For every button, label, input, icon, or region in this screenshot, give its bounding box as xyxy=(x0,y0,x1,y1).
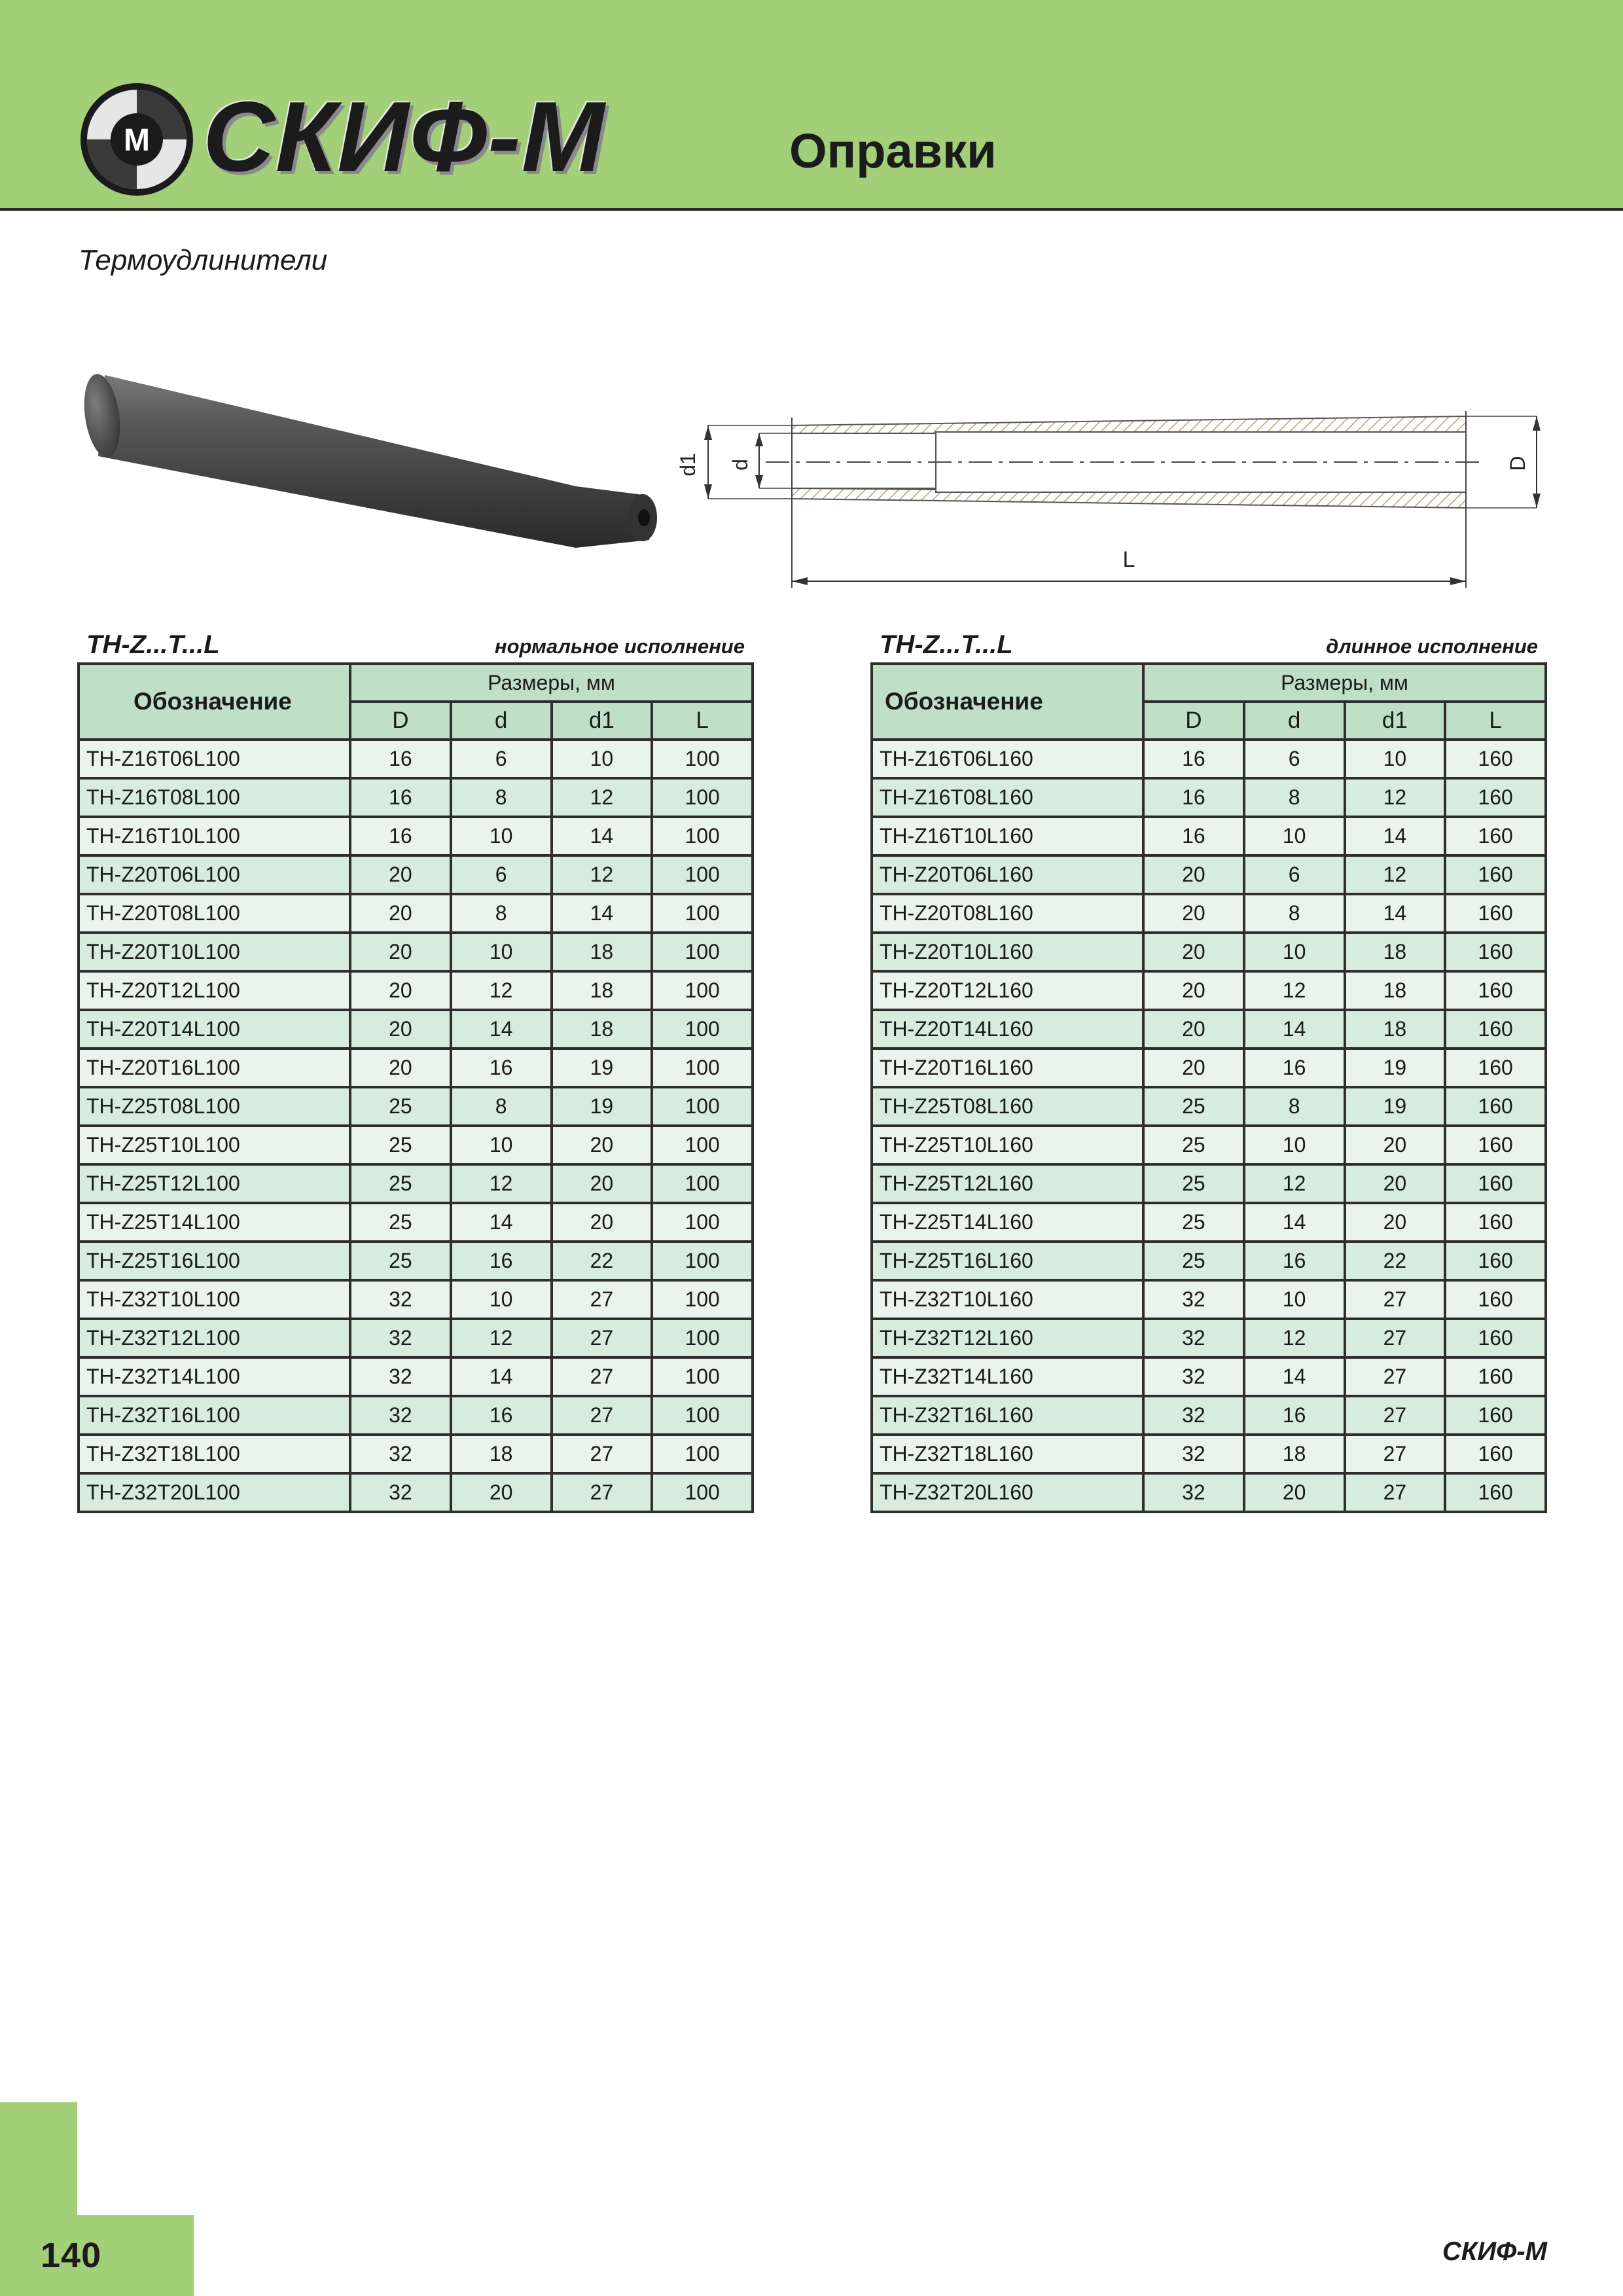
cell-d: 8 xyxy=(1244,1087,1345,1126)
cell-D: 32 xyxy=(1143,1357,1244,1396)
cell-L: 100 xyxy=(652,855,753,894)
cell-designation: TH-Z20T12L100 xyxy=(79,971,350,1010)
cell-D: 20 xyxy=(1143,894,1244,933)
cell-L: 100 xyxy=(652,971,753,1010)
table-body xyxy=(872,740,1546,1512)
cell-d1: 18 xyxy=(552,933,652,971)
column-header-d1: d1 xyxy=(1345,702,1446,740)
cell-L: 160 xyxy=(1445,933,1546,971)
table-row xyxy=(872,1203,1546,1242)
cell-D: 25 xyxy=(350,1087,451,1126)
cell-designation: TH-Z20T10L160 xyxy=(872,933,1143,971)
cell-designation: TH-Z25T10L100 xyxy=(79,1126,350,1164)
cell-designation: TH-Z32T14L100 xyxy=(79,1357,350,1396)
column-header-designation: Обозначение xyxy=(872,664,1143,740)
cell-D: 25 xyxy=(1143,1242,1244,1280)
page-title: Оправки xyxy=(789,124,997,178)
cell-d1: 27 xyxy=(552,1435,652,1473)
cell-d: 6 xyxy=(1244,855,1345,894)
cell-d1: 27 xyxy=(552,1357,652,1396)
cell-D: 20 xyxy=(1143,1049,1244,1087)
cell-d: 14 xyxy=(451,1010,552,1049)
cell-D: 25 xyxy=(350,1126,451,1164)
cell-designation: TH-Z25T12L100 xyxy=(79,1164,350,1203)
cell-D: 32 xyxy=(1143,1435,1244,1473)
dim-label-d: d xyxy=(728,459,752,471)
cell-d1: 20 xyxy=(552,1203,652,1242)
cell-designation: TH-Z25T14L160 xyxy=(872,1203,1143,1242)
table-row xyxy=(872,1396,1546,1435)
cell-d: 14 xyxy=(1244,1357,1345,1396)
dim-label-D: D xyxy=(1506,456,1529,471)
cell-D: 25 xyxy=(350,1164,451,1203)
cell-d: 8 xyxy=(1244,894,1345,933)
cell-d: 14 xyxy=(1244,1203,1345,1242)
cell-d: 10 xyxy=(1244,1126,1345,1164)
table-normal-block xyxy=(77,627,751,1513)
cell-d: 10 xyxy=(1244,1280,1345,1319)
cell-d1: 20 xyxy=(1345,1126,1446,1164)
table-row xyxy=(79,817,753,855)
cell-d: 16 xyxy=(451,1396,552,1435)
cell-D: 32 xyxy=(1143,1280,1244,1319)
cell-d1: 27 xyxy=(1345,1396,1446,1435)
table-row xyxy=(79,1126,753,1164)
cell-L: 100 xyxy=(652,778,753,817)
cell-designation: TH-Z25T16L160 xyxy=(872,1242,1143,1280)
cell-L: 100 xyxy=(652,933,753,971)
cell-d: 8 xyxy=(451,894,552,933)
cell-d1: 27 xyxy=(552,1396,652,1435)
table-caption xyxy=(77,627,751,662)
cell-d1: 14 xyxy=(552,894,652,933)
cell-D: 32 xyxy=(1143,1473,1244,1512)
cell-L: 100 xyxy=(652,1164,753,1203)
cell-L: 160 xyxy=(1445,1242,1546,1280)
cell-d1: 19 xyxy=(1345,1049,1446,1087)
table-variant: длинное исполнение xyxy=(1326,635,1538,658)
cell-D: 20 xyxy=(350,1010,451,1049)
cell-D: 25 xyxy=(1143,1164,1244,1203)
cell-d1: 14 xyxy=(1345,817,1446,855)
cell-d: 12 xyxy=(1244,1164,1345,1203)
cell-L: 160 xyxy=(1445,1280,1546,1319)
section-subtitle: Термоудлинители xyxy=(79,244,328,276)
cell-L: 100 xyxy=(652,1010,753,1049)
cell-d1: 18 xyxy=(552,1010,652,1049)
page-number: 140 xyxy=(41,2236,102,2275)
cell-D: 32 xyxy=(350,1473,451,1512)
table-row xyxy=(79,740,753,778)
cell-D: 25 xyxy=(1143,1087,1244,1126)
table-row xyxy=(79,894,753,933)
cell-d1: 18 xyxy=(1345,971,1446,1010)
cell-designation: TH-Z32T20L100 xyxy=(79,1473,350,1512)
cell-D: 32 xyxy=(350,1396,451,1435)
cell-d1: 19 xyxy=(552,1049,652,1087)
table-row xyxy=(872,1280,1546,1319)
cell-designation: TH-Z16T08L160 xyxy=(872,778,1143,817)
cell-d1: 27 xyxy=(1345,1280,1446,1319)
cell-D: 32 xyxy=(1143,1319,1244,1357)
cell-d: 12 xyxy=(451,1164,552,1203)
cell-d: 10 xyxy=(1244,933,1345,971)
cell-d1: 20 xyxy=(1345,1164,1446,1203)
cell-D: 20 xyxy=(350,971,451,1010)
cell-L: 160 xyxy=(1445,1203,1546,1242)
table-row xyxy=(872,971,1546,1010)
cell-d1: 27 xyxy=(1345,1319,1446,1357)
cell-L: 160 xyxy=(1445,1319,1546,1357)
cell-L: 160 xyxy=(1445,1473,1546,1512)
cell-D: 16 xyxy=(1143,778,1244,817)
cell-d1: 20 xyxy=(1345,1203,1446,1242)
table-code: TH-Z...T...L xyxy=(880,630,1013,659)
column-header-d1: d1 xyxy=(552,702,652,740)
table-row xyxy=(872,1357,1546,1396)
cell-d: 12 xyxy=(451,1319,552,1357)
cell-d: 16 xyxy=(451,1242,552,1280)
table-row xyxy=(79,1473,753,1512)
cell-d1: 12 xyxy=(552,855,652,894)
table-row xyxy=(79,1396,753,1435)
table-row xyxy=(79,1087,753,1126)
cell-L: 160 xyxy=(1445,740,1546,778)
cell-L: 100 xyxy=(652,1049,753,1087)
dimensions-table-long xyxy=(870,662,1547,1513)
cell-d: 12 xyxy=(1244,1319,1345,1357)
cell-D: 16 xyxy=(350,778,451,817)
table-row xyxy=(872,933,1546,971)
cell-D: 20 xyxy=(350,855,451,894)
cell-D: 16 xyxy=(1143,817,1244,855)
cell-L: 160 xyxy=(1445,778,1546,817)
table-row xyxy=(872,1010,1546,1049)
cell-designation: TH-Z25T10L160 xyxy=(872,1126,1143,1164)
column-header-d: d xyxy=(451,702,552,740)
cell-d: 16 xyxy=(1244,1049,1345,1087)
table-code: TH-Z...T...L xyxy=(86,630,220,659)
table-row xyxy=(872,740,1546,778)
cell-d: 8 xyxy=(451,1087,552,1126)
table-row xyxy=(79,1357,753,1396)
cell-L: 100 xyxy=(652,1087,753,1126)
table-variant: нормальное исполнение xyxy=(494,635,745,658)
table-row xyxy=(79,1280,753,1319)
cell-designation: TH-Z32T16L100 xyxy=(79,1396,350,1435)
table-row xyxy=(872,1087,1546,1126)
dim-label-d1: d1 xyxy=(676,453,700,476)
cell-designation: TH-Z32T18L100 xyxy=(79,1435,350,1473)
cell-designation: TH-Z16T10L160 xyxy=(872,817,1143,855)
cell-d: 12 xyxy=(1244,971,1345,1010)
cell-designation: TH-Z25T12L160 xyxy=(872,1164,1143,1203)
cell-d1: 27 xyxy=(1345,1357,1446,1396)
cell-d1: 27 xyxy=(1345,1435,1446,1473)
cell-d: 10 xyxy=(451,1280,552,1319)
cell-d: 10 xyxy=(451,817,552,855)
cell-d: 6 xyxy=(1244,740,1345,778)
cell-D: 20 xyxy=(350,1049,451,1087)
cell-designation: TH-Z32T18L160 xyxy=(872,1435,1143,1473)
cell-designation: TH-Z25T14L100 xyxy=(79,1203,350,1242)
table-row xyxy=(79,778,753,817)
cell-L: 100 xyxy=(652,1473,753,1512)
cell-D: 32 xyxy=(350,1357,451,1396)
cell-designation: TH-Z20T14L160 xyxy=(872,1010,1143,1049)
cell-d: 8 xyxy=(1244,778,1345,817)
cell-d1: 18 xyxy=(552,971,652,1010)
table-row xyxy=(872,1049,1546,1087)
cell-d: 20 xyxy=(451,1473,552,1512)
technical-drawing xyxy=(674,391,1551,601)
column-header-L: L xyxy=(1445,702,1546,740)
table-row xyxy=(79,1203,753,1242)
cell-d1: 27 xyxy=(552,1319,652,1357)
cell-d1: 10 xyxy=(1345,740,1446,778)
cell-d: 10 xyxy=(451,1126,552,1164)
table-row xyxy=(79,933,753,971)
table-row xyxy=(872,1164,1546,1203)
table-row xyxy=(79,1319,753,1357)
cell-D: 25 xyxy=(1143,1203,1244,1242)
cell-designation: TH-Z32T10L160 xyxy=(872,1280,1143,1319)
cell-designation: TH-Z25T16L100 xyxy=(79,1242,350,1280)
table-row xyxy=(79,855,753,894)
table-row xyxy=(872,1242,1546,1280)
cell-d1: 27 xyxy=(552,1473,652,1512)
column-header-designation: Обозначение xyxy=(79,664,350,740)
cell-L: 160 xyxy=(1445,1357,1546,1396)
table-row xyxy=(872,817,1546,855)
table-row xyxy=(79,971,753,1010)
cell-L: 160 xyxy=(1445,1164,1546,1203)
cell-L: 100 xyxy=(652,1319,753,1357)
column-header-D: D xyxy=(1143,702,1244,740)
cell-d: 10 xyxy=(451,933,552,971)
brand-name: СКИФ-М xyxy=(203,81,605,192)
cell-d: 18 xyxy=(451,1435,552,1473)
cell-designation: TH-Z32T10L100 xyxy=(79,1280,350,1319)
dim-label-L: L xyxy=(1122,547,1135,572)
cell-designation: TH-Z20T16L160 xyxy=(872,1049,1143,1087)
cell-D: 20 xyxy=(350,894,451,933)
cell-d1: 22 xyxy=(1345,1242,1446,1280)
table-body xyxy=(79,740,753,1512)
cell-d: 18 xyxy=(1244,1435,1345,1473)
cell-d1: 14 xyxy=(1345,894,1446,933)
cell-d: 14 xyxy=(451,1357,552,1396)
table-row xyxy=(872,1319,1546,1357)
column-header-L: L xyxy=(652,702,753,740)
cell-d1: 27 xyxy=(552,1280,652,1319)
cell-L: 100 xyxy=(652,817,753,855)
cell-D: 16 xyxy=(1143,740,1244,778)
cell-d1: 19 xyxy=(1345,1087,1446,1126)
cell-designation: TH-Z32T14L160 xyxy=(872,1357,1143,1396)
cell-L: 160 xyxy=(1445,1396,1546,1435)
cell-d1: 27 xyxy=(1345,1473,1446,1512)
cell-d: 14 xyxy=(1244,1010,1345,1049)
cell-designation: TH-Z32T20L160 xyxy=(872,1473,1143,1512)
cell-L: 160 xyxy=(1445,1087,1546,1126)
cell-L: 100 xyxy=(652,1396,753,1435)
cell-D: 25 xyxy=(1143,1126,1244,1164)
table-row xyxy=(872,894,1546,933)
cell-designation: TH-Z20T06L100 xyxy=(79,855,350,894)
cell-D: 25 xyxy=(350,1203,451,1242)
cell-d1: 20 xyxy=(552,1126,652,1164)
cell-d1: 18 xyxy=(1345,1010,1446,1049)
cell-L: 100 xyxy=(652,1435,753,1473)
cell-designation: TH-Z20T08L160 xyxy=(872,894,1143,933)
table-row xyxy=(872,855,1546,894)
page-header xyxy=(0,0,1623,211)
product-photo xyxy=(79,357,668,566)
cell-d1: 18 xyxy=(1345,933,1446,971)
table-row xyxy=(872,778,1546,817)
column-group-header-dimensions: Размеры, мм xyxy=(1143,664,1546,702)
cell-d1: 10 xyxy=(552,740,652,778)
cell-d1: 19 xyxy=(552,1087,652,1126)
cell-D: 32 xyxy=(350,1280,451,1319)
cell-designation: TH-Z20T10L100 xyxy=(79,933,350,971)
cell-designation: TH-Z16T06L160 xyxy=(872,740,1143,778)
table-row xyxy=(79,1010,753,1049)
table-row xyxy=(79,1164,753,1203)
cell-designation: TH-Z32T12L160 xyxy=(872,1319,1143,1357)
cell-d: 6 xyxy=(451,855,552,894)
brand-emblem-icon xyxy=(77,80,196,199)
cell-d1: 20 xyxy=(552,1164,652,1203)
cell-d1: 14 xyxy=(552,817,652,855)
cell-L: 160 xyxy=(1445,1126,1546,1164)
cell-L: 100 xyxy=(652,894,753,933)
emblem-letter: M xyxy=(124,123,150,158)
cell-D: 25 xyxy=(350,1242,451,1280)
cell-L: 160 xyxy=(1445,1010,1546,1049)
cell-D: 32 xyxy=(350,1319,451,1357)
cell-L: 160 xyxy=(1445,1049,1546,1087)
table-row xyxy=(79,1435,753,1473)
cell-d: 8 xyxy=(451,778,552,817)
cell-d: 20 xyxy=(1244,1473,1345,1512)
footer-brand: СКИФ-М xyxy=(1442,2237,1547,2266)
cell-L: 160 xyxy=(1445,971,1546,1010)
cell-L: 100 xyxy=(652,740,753,778)
cell-L: 160 xyxy=(1445,855,1546,894)
cell-d: 16 xyxy=(1244,1242,1345,1280)
cell-D: 32 xyxy=(1143,1396,1244,1435)
cell-L: 160 xyxy=(1445,817,1546,855)
cell-d: 12 xyxy=(451,971,552,1010)
cell-L: 100 xyxy=(652,1242,753,1280)
cell-D: 20 xyxy=(350,933,451,971)
cell-designation: TH-Z16T08L100 xyxy=(79,778,350,817)
cell-designation: TH-Z25T08L160 xyxy=(872,1087,1143,1126)
table-row xyxy=(872,1473,1546,1512)
cell-L: 100 xyxy=(652,1203,753,1242)
cell-designation: TH-Z32T16L160 xyxy=(872,1396,1143,1435)
cell-d: 16 xyxy=(451,1049,552,1087)
cell-designation: TH-Z20T16L100 xyxy=(79,1049,350,1087)
cell-D: 20 xyxy=(1143,855,1244,894)
cell-D: 32 xyxy=(350,1435,451,1473)
table-row xyxy=(872,1126,1546,1164)
cell-L: 160 xyxy=(1445,1435,1546,1473)
table-long-block xyxy=(870,627,1544,1513)
cell-L: 100 xyxy=(652,1357,753,1396)
brand-logo xyxy=(77,77,614,202)
cell-designation: TH-Z25T08L100 xyxy=(79,1087,350,1126)
table-row xyxy=(79,1049,753,1087)
cell-designation: TH-Z20T08L100 xyxy=(79,894,350,933)
cell-L: 100 xyxy=(652,1280,753,1319)
cell-D: 20 xyxy=(1143,933,1244,971)
cell-designation: TH-Z16T10L100 xyxy=(79,817,350,855)
cell-D: 16 xyxy=(350,740,451,778)
cell-d: 10 xyxy=(1244,817,1345,855)
cell-d: 6 xyxy=(451,740,552,778)
column-header-d: d xyxy=(1244,702,1345,740)
cell-designation: TH-Z20T14L100 xyxy=(79,1010,350,1049)
cell-L: 100 xyxy=(652,1126,753,1164)
cell-designation: TH-Z32T12L100 xyxy=(79,1319,350,1357)
cell-d: 14 xyxy=(451,1203,552,1242)
cell-L: 160 xyxy=(1445,894,1546,933)
cell-d1: 12 xyxy=(1345,855,1446,894)
table-row xyxy=(79,1242,753,1280)
cell-D: 16 xyxy=(350,817,451,855)
cell-d1: 22 xyxy=(552,1242,652,1280)
cell-D: 20 xyxy=(1143,1010,1244,1049)
column-group-header-dimensions: Размеры, мм xyxy=(350,664,753,702)
cell-D: 20 xyxy=(1143,971,1244,1010)
table-caption xyxy=(870,627,1544,662)
cell-d1: 12 xyxy=(1345,778,1446,817)
table-row xyxy=(872,1435,1546,1473)
dimensions-table-normal xyxy=(77,662,754,1513)
cell-designation: TH-Z20T06L160 xyxy=(872,855,1143,894)
cell-designation: TH-Z16T06L100 xyxy=(79,740,350,778)
cell-designation: TH-Z20T12L160 xyxy=(872,971,1143,1010)
cell-d: 16 xyxy=(1244,1396,1345,1435)
cell-d1: 12 xyxy=(552,778,652,817)
column-header-D: D xyxy=(350,702,451,740)
